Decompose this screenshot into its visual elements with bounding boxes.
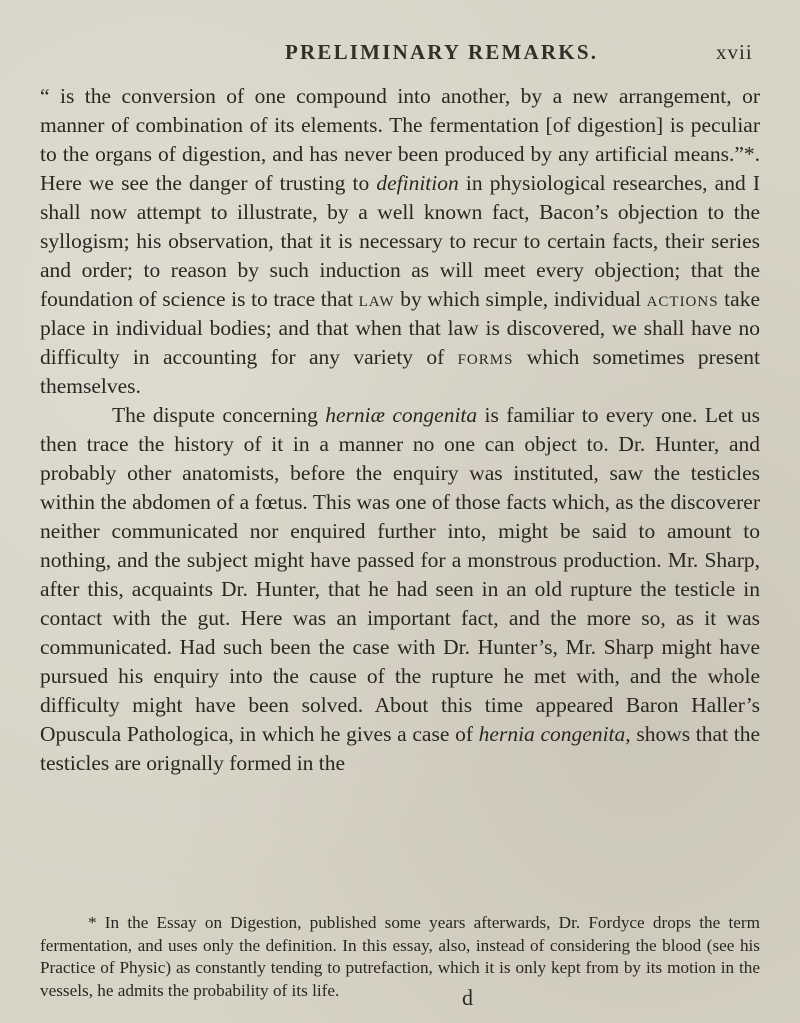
paragraph-2-text-1: The dispute concerning bbox=[112, 403, 326, 427]
paragraph-2-text-3: , shows that the testicles are orignally formed in the bbox=[40, 722, 760, 775]
running-head: PRELIMINARY REMARKS. bbox=[285, 40, 599, 64]
page-number: xvii bbox=[716, 40, 753, 64]
smallcaps-law: law bbox=[358, 287, 395, 311]
footnote-text: * In the Essay on Digestion, published some years afterwards, Dr. Fordyce drops the term fermentation, and uses only the definition. In this essay, also, instead of considering the blood (see his Practice of Physic) as constantly tending to putrefaction, which it is only kept from by its motion in the vessels, he admits the probability of its life. bbox=[40, 913, 760, 1000]
paragraph-1-text-5: which sometimes present themselves. bbox=[40, 345, 760, 398]
smallcaps-forms: forms bbox=[457, 345, 514, 369]
italic-definition: definition bbox=[376, 171, 459, 195]
footnote bbox=[40, 912, 760, 1002]
signature-mark: d bbox=[462, 985, 473, 1010]
paragraph-1 bbox=[40, 82, 760, 401]
paragraph-2 bbox=[40, 401, 760, 778]
paragraph-1-text-2: in physiological researches, and I shall now attempt to illustrate, by a well known fact, Bacon’s objection to the syllogism; his observation, that it is necessary to recur to certain facts, their series and order; to reason by such induction as will meet every objection; that the foundation of science is to trace that bbox=[40, 171, 760, 311]
smallcaps-actions: actions bbox=[646, 287, 719, 311]
paragraph-1-text-3: by which simple, individual bbox=[394, 287, 647, 311]
italic-herniae-congenita: herniæ congenita bbox=[325, 403, 478, 427]
paragraph-1-text-4: take place in individual bodies; and that when that law is discovered, we shall have no difficulty in accounting for any variety of bbox=[40, 287, 760, 369]
italic-hernia-congenita: hernia congenita bbox=[478, 722, 626, 746]
paragraph-2-text-2: is familiar to every one. Let us then trace the history of it in a manner no one can object to. Dr. Hunter, and probably other anatomists, before the enquiry was instituted, saw the testicles within the abdomen of a fœtus. This was one of those facts which, as the discoverer neither communicated nor enquired further into, might be said to amount to nothing, and the subject might have passed for a monstrous production. Mr. Sharp, after this, acquaints Dr. Hunter, that he had seen in an old rupture the testicle in contact with the gut. Here was an important fact, and the more so, as it was communicated. Had such been the case with Dr. Hunter’s, Mr. Sharp might have pursued his enquiry into the cause of the rupture he met with, and the whole difficulty might have been solved. About this time appeared Baron Haller’s Opuscula Pathologica, in which he gives a case of bbox=[40, 403, 760, 746]
page-header bbox=[0, 40, 800, 70]
body-text bbox=[40, 82, 760, 778]
paragraph-1-text-1: “ is the conversion of one compound into another, by a new arrangement, or manner of combination of its elements. The fermentation [of digestion] is peculiar to the organs of digestion, and has never been produced by any artificial means.”*. Here we see the danger of trusting to bbox=[40, 84, 760, 195]
